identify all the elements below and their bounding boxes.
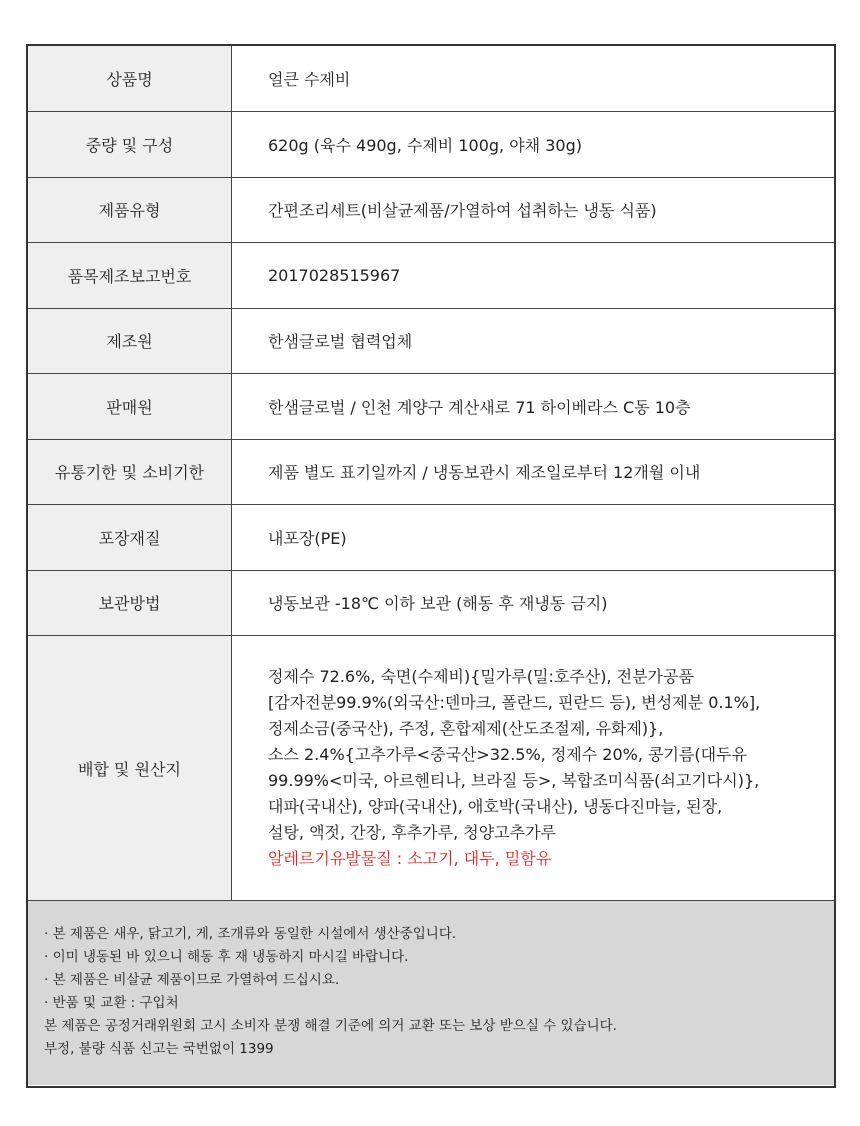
note-line: · 이미 냉동된 바 있으니 해동 후 재 냉동하지 마시길 바랍니다. [44,949,409,965]
row-value: 간편조리세트(비살균제품/가열하여 섭취하는 냉동 식품) [232,177,835,243]
row-label: 품목제조보고번호 [28,243,232,309]
product-info-sheet [26,44,836,1088]
row-label: 상품명 [28,46,232,112]
row-value: 2017028515967 [232,243,835,309]
row-label: 배합 및 원산지 [28,636,232,901]
composition-line: 설탕, 액젓, 간장, 후추가루, 청양고추가루 [268,823,556,842]
row-value: 620g (육수 490g, 수제비 100g, 야채 30g) [232,112,835,178]
row-label: 보관방법 [28,570,232,636]
info-row-weight [28,112,834,178]
note-line: · 본 제품은 새우, 닭고기, 게, 조개류와 동일한 시설에서 생산중입니다. [44,926,457,942]
info-row-seller [28,374,834,440]
note-line: · 반품 및 교환 : 구입처 [44,995,179,1011]
composition-line: 소스 2.4%{고추가루<중국산>32.5%, 정제수 20%, 콩기름(대두유 [268,745,747,764]
note-line: 본 제품은 공정거래위원회 고시 소비자 분쟁 해결 기준에 의거 교환 또는 보상 받으실 수 있습니다. [44,1018,617,1034]
info-row-composition [28,636,834,901]
info-row-packaging [28,505,834,571]
row-label: 중량 및 구성 [28,112,232,178]
info-row-report-number [28,243,834,309]
notes-section [28,901,834,1085]
info-row-product-type [28,177,834,243]
composition-line: 99.99%<미국, 아르헨티나, 브라질 등>, 복합조미식품(쇠고기다시)}, [268,771,760,790]
info-row-expiration [28,439,834,505]
composition-line: 정제수 72.6%, 숙면(수제비){밀가루(밀:호주산), 전분가공품 [268,667,694,686]
row-value: 한샘글로벌 협력업체 [232,308,835,374]
info-row-storage [28,570,834,636]
composition-line: 정제소금(중국산), 주정, 혼합제제(산도조절제, 유화제)}, [268,719,664,738]
note-line: · 본 제품은 비살균 제품이므로 가열하여 드십시요. [44,972,340,988]
info-row-product-name [28,46,834,112]
note-line: 부정, 불량 식품 신고는 국번없이 1399 [44,1041,274,1057]
composition-value [232,636,835,901]
row-label: 판매원 [28,374,232,440]
row-value: 얼큰 수제비 [232,46,835,112]
row-label: 제품유형 [28,177,232,243]
info-row-manufacturer [28,308,834,374]
row-value: 냉동보관 -18℃ 이하 보관 (해동 후 재냉동 금지) [232,570,835,636]
composition-line: 대파(국내산), 양파(국내산), 애호박(국내산), 냉동다진마늘, 된장, [268,797,723,816]
row-label: 유통기한 및 소비기한 [28,439,232,505]
row-label: 포장재질 [28,505,232,571]
allergy-notice: 알레르기유발물질 : 소고기, 대두, 밀함유 [268,849,552,868]
row-label: 제조원 [28,308,232,374]
composition-line: [감자전분99.9%(외국산:덴마크, 폴란드, 핀란드 등), 변성제분 0.1%], [268,693,761,712]
row-value: 제품 별도 표기일까지 / 냉동보관시 제조일로부터 12개월 이내 [232,439,835,505]
row-value: 한샘글로벌 / 인천 계양구 계산새로 71 하이베라스 C동 10층 [232,374,835,440]
row-value: 내포장(PE) [232,505,835,571]
product-info-table [28,46,834,901]
